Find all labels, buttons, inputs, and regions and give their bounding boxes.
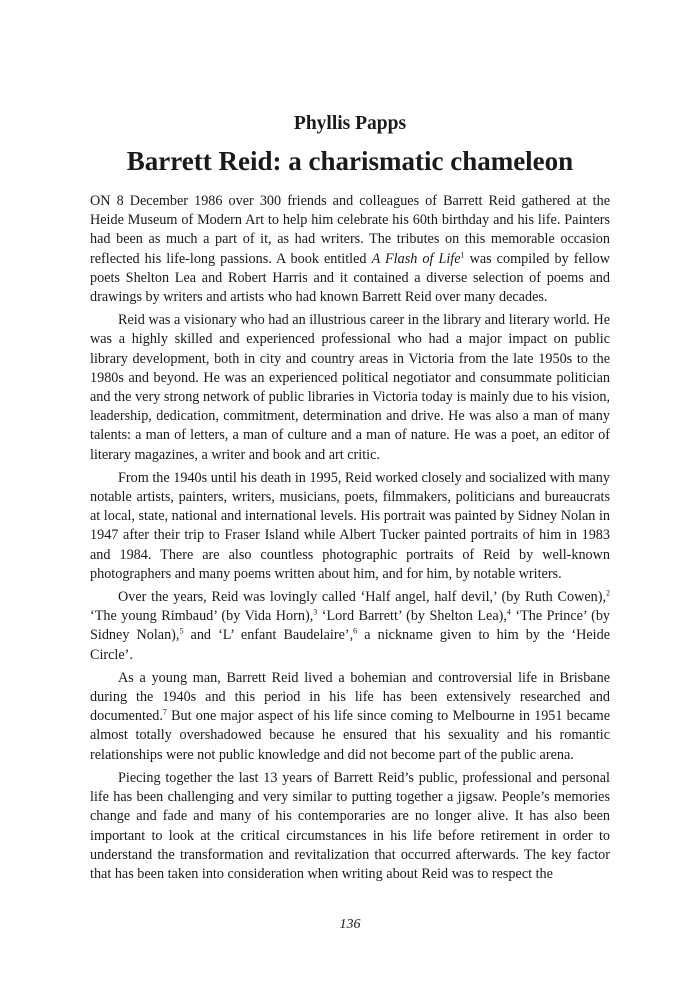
footnote-ref-3: 3 xyxy=(313,607,318,617)
paragraph-text: But one major aspect of his life since coming to Melbourne in 1951 became almost totally overshadowed because he ensured that his sexuality and his romantic relationships were not public knowledge and did not become part of the public arena. xyxy=(90,708,610,763)
paragraph-1 xyxy=(90,192,610,307)
article-body xyxy=(90,112,610,888)
book-title: A Flash of Life xyxy=(371,250,461,267)
paragraph-text: and ‘L’ enfant Baudelaire’, xyxy=(183,627,354,644)
paragraph-text: ‘The young Rimbaud’ (by Vida Horn), xyxy=(90,608,314,625)
footnote-ref-5: 5 xyxy=(179,626,184,636)
paragraph-3: From the 1940s until his death in 1995, Reid worked closely and socialized with many notable artists, painters, writers, musicians, poets, filmmakers, politicians and bureaucrats at local, state, national and international levels. His portrait was painted by Sidney Nolan in 1947 after their trip to Fraser Island while Albert Tucker painted portraits of him in 1983 and 1984. There are also countless photographic portraits of Reid by well-known photographers and many poems written about him, and for him, by notable writers. xyxy=(90,469,610,582)
paragraph-text: ON 8 December 1986 over 300 friends and colleagues of Barrett Reid gathered at the Heide Museum of Modern Art to help him celebrate his 60th birthday and his life. Painters had been as much a part of it, as had writers. The tributes on this memorable occasion reflected his life-long passions. A book entitled xyxy=(90,193,610,267)
article-title: Barrett Reid: a charismatic chameleon xyxy=(126,146,574,176)
paragraph-2: Reid was a visionary who had an illustrious career in the library and literary world. He was a highly skilled and experienced professional who had a major impact on public library development, both in city and country areas in Victoria from the late 1950s to the 1980s and beyond. He was an experienced political negotiator and consummate politician and the very strong network of public libraries in Victoria today is mainly due to his vision, leadership, dedication, commitment, determination and drive. He was also a man of many talents: a man of letters, a man of culture and a man of nature. He was a poet, an editor of literary magazines, a writer and book and art critic. xyxy=(90,312,610,463)
page-number: 136 xyxy=(339,917,361,932)
paragraph-text: ‘Lord Barrett’ (by Shelton Lea), xyxy=(317,608,507,625)
paragraph-text: a nickname given to him by the ‘Heide Circle’. xyxy=(90,627,610,663)
paragraph-text: Over the years, Reid was lovingly called ‘Half angel, half devil,’ (by Ruth Cowen), xyxy=(118,589,606,606)
footnote-ref-4: 4 xyxy=(506,607,511,617)
footnote-ref-6: 6 xyxy=(353,626,358,636)
paragraph-4 xyxy=(90,588,610,665)
paragraph-5 xyxy=(90,669,610,765)
author-name: Phyllis Papps xyxy=(293,113,407,134)
footnote-ref-2: 2 xyxy=(606,588,610,598)
paragraph-6: Piecing together the last 13 years of Barrett Reid’s public, professional and personal life has been challenging and very similar to putting together a jigsaw. People’s memories change and fade and many of his contemporaries are no longer alive. It has also been important to look at the critical circumstances in his life before retirement in order to understand the transformation and revitalization that occurred afterwards. The key factor that has been taken into consideration when writing about Reid was to respect the xyxy=(90,769,610,882)
footnote-ref-1: 1 xyxy=(460,249,465,259)
paragraph-text: ‘The Prince’ (by Sidney Nolan), xyxy=(90,608,611,644)
paragraph-text: was compiled by fellow poets Shelton Lea and Robert Harris and it contained a diverse selection of poems and drawings by writers and artists who had known Barrett Reid over many decades. xyxy=(90,250,610,306)
paragraph-text: As a young man, Barrett Reid lived a bohemian and controversial life in Brisbane during the 1940s and this period in his life has been extensively researched and documented. xyxy=(90,669,610,725)
footnote-ref-7: 7 xyxy=(162,707,167,717)
